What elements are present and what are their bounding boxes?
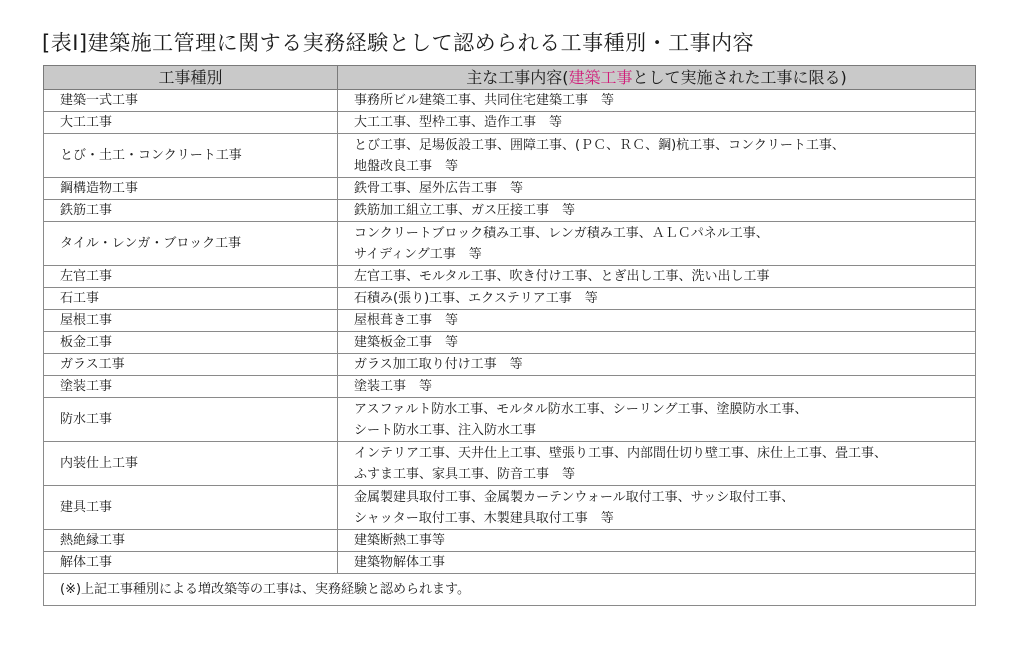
- work-content-line: 地盤改良工事 等: [354, 158, 459, 174]
- work-content-cell: [338, 200, 976, 222]
- header-work-type: 工事種別: [44, 66, 338, 90]
- work-content-line: インテリア工事、天井仕上工事、壁張り工事、内部間仕切り壁工事、床仕上工事、畳工事、: [354, 445, 888, 461]
- table-row: [44, 112, 976, 134]
- work-content-line: アスファルト防水工事、モルタル防水工事、シーリング工事、塗膜防水工事、: [354, 401, 808, 417]
- work-type-cell: 建築一式工事: [44, 90, 338, 112]
- header-content-highlight: 建築工事: [568, 68, 633, 87]
- work-type-table: [43, 65, 976, 606]
- work-content-cell: [338, 442, 976, 486]
- work-content-line: 建築物解体工事: [354, 555, 446, 570]
- work-content-line: ガラス加工取り付け工事 等: [354, 357, 523, 372]
- work-type-cell: 鉄筋工事: [44, 200, 338, 222]
- work-content-line: 左官工事、モルタル工事、吹き付け工事、とぎ出し工事、洗い出し工事: [354, 269, 770, 284]
- table-row: [44, 398, 976, 442]
- table-row: [44, 222, 976, 266]
- work-type-cell: 建具工事: [44, 486, 338, 530]
- work-content-line: 事務所ビル建築工事、共同住宅建築工事 等: [354, 93, 615, 108]
- work-content-line: 金属製建具取付工事、金属製カーテンウォール取付工事、サッシ取付工事、: [354, 489, 795, 505]
- work-content-line: 建築断熱工事等: [354, 533, 446, 548]
- work-type-cell: ガラス工事: [44, 354, 338, 376]
- work-type-cell: 大工工事: [44, 112, 338, 134]
- header-work-content: [338, 66, 976, 90]
- table-note: (※)上記工事種別による増改築等の工事は、実務経験と認められます。: [44, 574, 976, 606]
- work-content-line: 建築板金工事 等: [354, 335, 459, 350]
- work-content-cell: [338, 332, 976, 354]
- work-content-cell: [338, 310, 976, 332]
- work-content-line: 鉄骨工事、屋外広告工事 等: [354, 181, 524, 196]
- table-row: [44, 90, 976, 112]
- work-content-line: 屋根葺き工事 等: [354, 313, 459, 328]
- table-row: [44, 530, 976, 552]
- work-content-line: とび工事、足場仮設工事、囲障工事、(ＰＣ、ＲＣ、鋼)杭工事、コンクリート工事、: [354, 137, 845, 153]
- table-row: [44, 332, 976, 354]
- table-row: [44, 442, 976, 486]
- table-row: [44, 376, 976, 398]
- work-content-line: シート防水工事、注入防水工事: [354, 422, 537, 438]
- work-content-cell: [338, 134, 976, 178]
- work-content-line: サイディング工事 等: [354, 246, 482, 262]
- work-type-cell: 屋根工事: [44, 310, 338, 332]
- table-row: [44, 310, 976, 332]
- table-note-row: [44, 574, 976, 606]
- table-row: [44, 266, 976, 288]
- work-content-cell: [338, 530, 976, 552]
- work-type-cell: とび・土工・コンクリート工事: [44, 134, 338, 178]
- work-content-cell: [338, 354, 976, 376]
- work-content-cell: [338, 376, 976, 398]
- work-type-cell: 左官工事: [44, 266, 338, 288]
- work-type-cell: 鋼構造物工事: [44, 178, 338, 200]
- work-content-cell: [338, 222, 976, 266]
- work-content-line: 鉄筋加工組立工事、ガス圧接工事 等: [354, 203, 576, 218]
- table-row: [44, 354, 976, 376]
- work-content-cell: [338, 486, 976, 530]
- table-row: [44, 134, 976, 178]
- work-content-cell: [338, 398, 976, 442]
- table-row: [44, 288, 976, 310]
- work-type-cell: 内装仕上工事: [44, 442, 338, 486]
- table-row: [44, 486, 976, 530]
- page-title: [表Ⅰ]建築施工管理に関する実務経験として認められる工事種別・工事内容: [42, 31, 755, 55]
- work-content-cell: [338, 90, 976, 112]
- work-type-cell: 解体工事: [44, 552, 338, 574]
- work-content-line: コンクリートブロック積み工事、レンガ積み工事、ＡＬＣパネル工事、: [354, 225, 769, 241]
- work-type-cell: 板金工事: [44, 332, 338, 354]
- work-content-cell: [338, 178, 976, 200]
- work-type-cell: 防水工事: [44, 398, 338, 442]
- work-type-cell: 石工事: [44, 288, 338, 310]
- table-row: [44, 552, 976, 574]
- work-content-cell: [338, 552, 976, 574]
- work-content-line: 石積み(張り)工事、エクステリア工事 等: [354, 291, 598, 306]
- work-type-cell: タイル・レンガ・ブロック工事: [44, 222, 338, 266]
- work-content-cell: [338, 112, 976, 134]
- work-content-cell: [338, 288, 976, 310]
- table-header-row: [44, 66, 976, 90]
- work-content-line: 塗装工事 等: [354, 379, 433, 394]
- work-type-cell: 熱絶縁工事: [44, 530, 338, 552]
- header-content-suffix: として実施された工事に限る): [632, 68, 847, 87]
- work-type-cell: 塗装工事: [44, 376, 338, 398]
- table-row: [44, 178, 976, 200]
- work-content-line: シャッター取付工事、木製建具取付工事 等: [354, 510, 614, 526]
- work-content-line: 大工工事、型枠工事、造作工事 等: [354, 115, 563, 130]
- header-content-prefix: 主な工事内容(: [466, 68, 569, 87]
- work-content-cell: [338, 266, 976, 288]
- table-row: [44, 200, 976, 222]
- work-content-line: ふすま工事、家具工事、防音工事 等: [354, 466, 576, 482]
